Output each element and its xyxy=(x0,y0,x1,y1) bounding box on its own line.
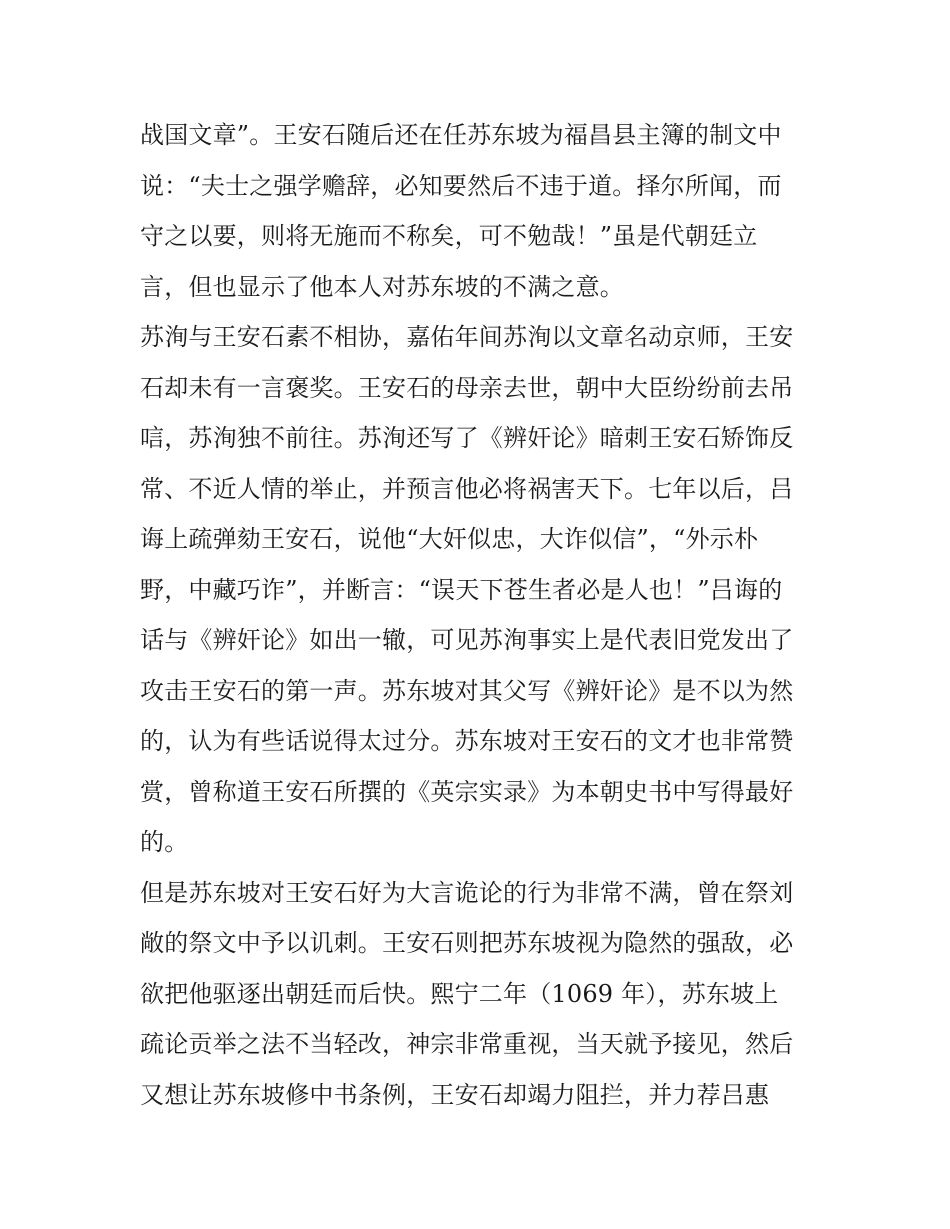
text-line: 战国文章”。王安石随后还在任苏东坡为福昌县主簿的制文中 xyxy=(140,121,782,149)
text-line: 敞的祭文中予以讥刺。王安石则把苏东坡视为隐然的强敌，必 xyxy=(140,929,794,957)
text-line: 说：“夫士之强学赡辞，必知要然后不违于道。择尔所闻，而 xyxy=(140,171,782,200)
text-line: 野，中藏巧诈”，并断言：“误天下苍生者必是人也！”吕诲的 xyxy=(140,575,783,604)
text-line: 苏洵与王安石素不相协，嘉佑年间苏洵以文章名动京师，王安 xyxy=(140,323,794,351)
text-line: 石却未有一言褒奖。王安石的母亲去世，朝中大臣纷纷前去吊 xyxy=(140,373,794,402)
text-line: 守之以要，则将无施而不称矣，可不勉哉！”虽是代朝廷立 xyxy=(140,222,758,250)
text-line: 言，但也显示了他本人对苏东坡的不满之意。 xyxy=(140,272,624,301)
text-line: 的，认为有些话说得太过分。苏东坡对王安石的文才也非常赞 xyxy=(140,727,794,755)
text-line: 话与《辨奸论》如出一辙，可见苏洵事实上是代表旧党发出了 xyxy=(140,626,794,654)
text-line: 唁，苏洵独不前往。苏洵还写了《辨奸论》暗刺王安石矫饰反 xyxy=(140,424,794,452)
text-line: 疏论贡举之法不当轻改，神宗非常重视，当天就予接见，然后 xyxy=(140,1030,794,1058)
text-line: 的。 xyxy=(140,828,189,856)
text-line: 常、不近人情的举止，并预言他必将祸害天下。七年以后，吕 xyxy=(140,474,794,503)
text-line: 欲把他驱逐出朝廷而后快。熙宁二年（1069 年），苏东坡上 xyxy=(140,979,779,1008)
text-line: 诲上疏弹劾王安石，说他“大奸似忠，大诈似信”，“外示朴 xyxy=(140,525,759,553)
text-line: 攻击王安石的第一声。苏东坡对其父写《辨奸论》是不以为然 xyxy=(140,676,794,705)
text-line: 但是苏东坡对王安石好为大言诡论的行为非常不满，曾在祭刘 xyxy=(140,878,794,907)
document-page xyxy=(140,110,820,1120)
text-line: 赏，曾称道王安石所撰的《英宗实录》为本朝史书中写得最好 xyxy=(140,777,794,806)
text-line: 又想让苏东坡修中书条例，王安石却竭力阻拦，并力荐吕惠 xyxy=(140,1080,770,1109)
